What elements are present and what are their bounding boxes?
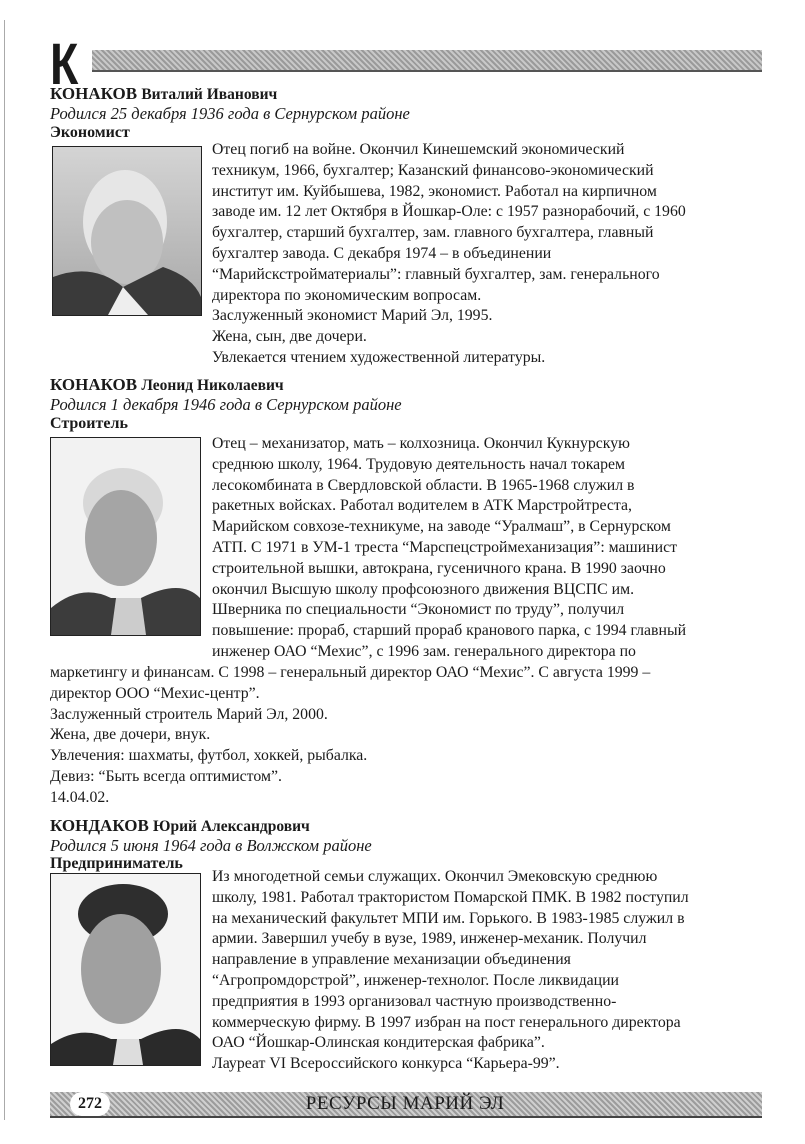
portrait-photo [52,146,202,316]
page-number: 272 [70,1092,110,1116]
text-line: директор ООО “Мехис-центр”. [50,684,260,702]
text-line: “Агропромдорстрой”, инженер-технолог. После ликвидации [212,971,620,989]
text-line: Отец – механизатор, мать – колхозница. Окончил Кукнурскую [212,435,630,452]
text-line: Марийском совхозе-техникуме, на заводе “Уралмаш”, в Сернурском [212,518,671,536]
entry-name [50,375,284,395]
text-line: Жена, две дочери, внук. [50,726,211,744]
entry-profession: Предприниматель [50,855,183,872]
text-line: окончил Высшую школу профсоюзного движения ВЦСПС им. [212,580,635,598]
entry-biography-continued [50,663,650,809]
given-name: Юрий Александрович [153,818,310,835]
text-line: директора по экономическим вопросам. [212,286,482,304]
entry-biography [212,434,686,663]
text-line: армии. Завершил учебу в вузе, 1989, инженер-механик. Получил [212,930,647,948]
text-line: Жена, сын, две дочери. [212,328,367,346]
entry-profession: Строитель [50,415,128,432]
publication-title: РЕСУРСЫ МАРИЙ ЭЛ [305,1093,505,1114]
text-line: коммерческую фирму. В 1997 избран на пост генерального директора [212,1013,681,1031]
portrait-photo [50,437,201,636]
portrait-photo [50,873,201,1066]
given-name: Виталий Иванович [141,86,278,103]
text-line: маркетингу и финансам. С 1998 – генеральный директор ОАО “Мехис”. С августа 1999 – [50,664,651,681]
text-line: бухгалтер, старший бухгалтер, зам. главного бухгалтера, главный [212,224,654,242]
text-line: ОАО “Йошкар-Олинская кондитерская фабрика”. [212,1034,545,1052]
text-line: техникум, 1966, бухгалтер; Казанский финансово-экономический [212,161,654,179]
text-line: АТП. С 1971 в УМ-1 треста “Марспецстроймеханизация”: машинист [212,538,677,556]
text-line: школу, 1981. Работал трактористом Помарской ПМК. В 1982 поступил [212,888,689,906]
entry-name [50,816,310,836]
text-line: Шверника по специальности “Экономист по труду”, получил [212,601,625,619]
text-line: предприятия в 1993 организовал частную производственно- [212,992,617,1010]
text-line: Девиз: “Быть всегда оптимистом”. [50,767,282,785]
text-line: заводе им. 12 лет Октября в Йошкар-Оле: с 1957 разнорабочий, с 1960 [212,203,686,221]
entry-profession: Экономист [50,124,130,141]
entry-biography [212,140,686,369]
text-line: институт им. Куйбышева, 1982, экономист. Работал на кирпичном [212,182,657,200]
text-line: Увлекается чтением художественной литературы. [212,348,546,366]
text-line: повышение: прораб, старший прораб кранового парка, с 1994 главный [212,622,687,640]
entry-birth: Родился 25 декабря 1936 года в Сернурском районе [50,104,410,123]
text-line: бухгалтер завода. С декабря 1974 – в объединении [212,244,552,262]
text-line: на механический факультет МПИ им. Горького. В 1983-1985 служил в [212,909,685,927]
section-letter: К [50,32,79,97]
section-header-bar [92,50,762,72]
surname: КОНАКОВ [50,375,138,394]
entry-birth: Родился 1 декабря 1946 года в Сернурском районе [50,395,402,414]
text-line: 14.04.02. [50,788,110,806]
text-line: Заслуженный экономист Марий Эл, 1995. [212,307,493,325]
text-line: Отец погиб на войне. Окончил Кинешемский экономический [212,141,625,158]
text-line: направление в управление механизации объединения [212,951,571,969]
entry-biography [212,867,689,1075]
text-line: лесокомбината в Свердловской области. В 1965-1968 служил в [212,476,635,494]
entry-name [50,84,277,104]
text-line: Увлечения: шахматы, футбол, хоккей, рыбалка. [50,747,368,765]
text-line: ракетных войсках. Работал водителем в АТК Марстройтреста, [212,497,632,515]
text-line: инженер ОАО “Мехис”, с 1996 зам. генерального директора по [212,642,636,660]
surname: КОНДАКОВ [50,816,149,835]
text-line: среднюю школу, 1964. Трудовую деятельность начал токарем [212,455,626,473]
text-line: Лауреат VI Всероссийского конкурса “Карьера-99”. [212,1055,560,1073]
text-line: Из многодетной семьи служащих. Окончил Эмековскую среднюю [212,868,658,885]
given-name: Леонид Николаевич [141,377,284,394]
text-line: “Марийскстройматериалы”: главный бухгалтер, зам. генерального [212,265,660,283]
surname: КОНАКОВ [50,84,138,103]
text-line: строительной вышки, автокрана, гусеничного крана. В 1990 заочно [212,559,666,577]
entry-birth: Родился 5 июня 1964 года в Волжском районе [50,836,372,855]
scan-gutter-line [4,20,5,1120]
text-line: Заслуженный строитель Марий Эл, 2000. [50,705,328,723]
